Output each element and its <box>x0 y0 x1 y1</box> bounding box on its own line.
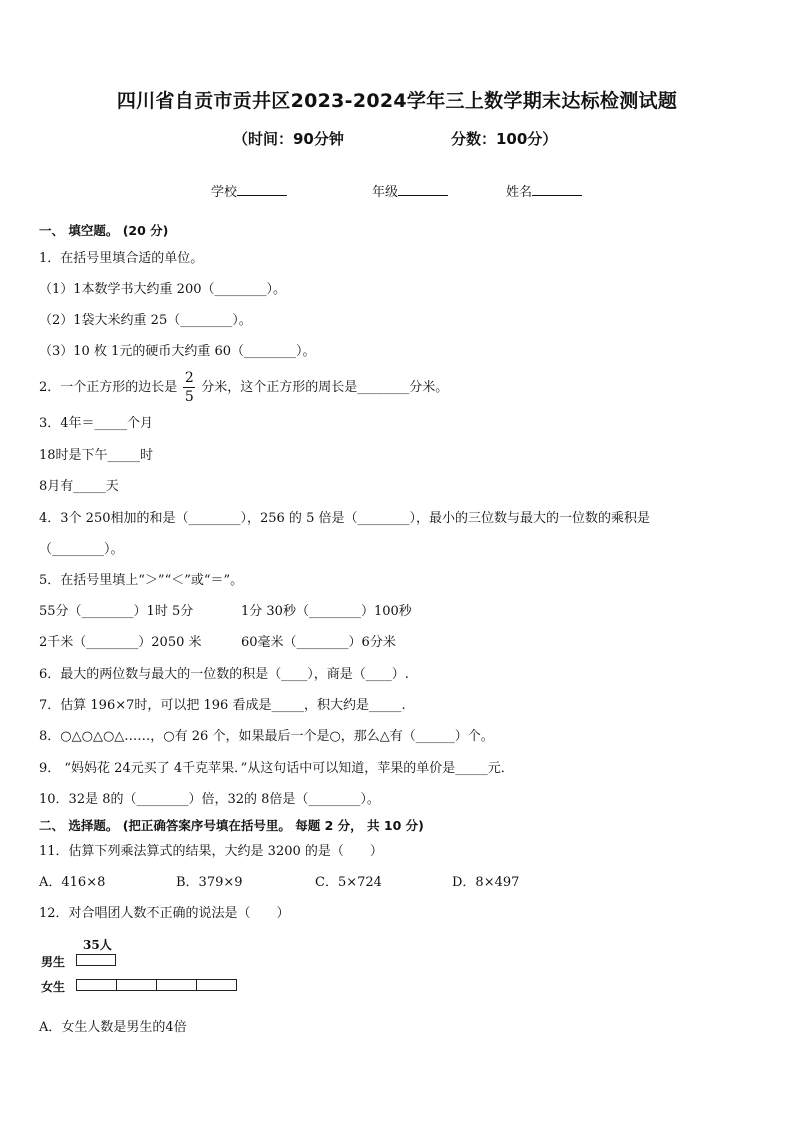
question-2: 2．一个正方形的边长是 $\frac{2}{5}$ 分米，这个正方形的周长是________分米。 <box>39 370 449 405</box>
girl-label: 女生 <box>41 980 66 994</box>
question-4-cont: （________）。 <box>39 542 124 557</box>
section-fill-in-heading: 一、 填空题。 (20 分) <box>39 223 169 238</box>
time-info: （时间：90分钟 <box>233 130 344 148</box>
name-field[interactable]: 姓名 <box>506 181 582 200</box>
girl-bar-segment <box>116 979 157 991</box>
grade-field[interactable]: 年级 <box>372 181 448 200</box>
question-1-1: （1）1本数学书大约重 200（________）。 <box>39 282 286 297</box>
question-12-option-a: A．女生人数是男生的4倍 <box>39 1020 187 1035</box>
girl-bar-segment <box>196 979 237 991</box>
option-a: A．416×8 <box>39 875 106 890</box>
boy-label: 男生 <box>41 955 66 969</box>
question-1-2: （2）1袋大米约重 25（________）。 <box>39 313 252 328</box>
choir-bar-diagram <box>39 936 259 996</box>
question-1: 1．在括号里填合适的单位。 <box>39 251 204 266</box>
question-3c: 8月有_____天 <box>39 479 119 494</box>
option-b: B．379×9 <box>176 875 243 890</box>
question-3a: 3．4年＝_____个月 <box>39 416 154 431</box>
option-d: D．8×497 <box>452 875 520 890</box>
school-field[interactable]: 学校 <box>211 181 287 200</box>
question-10: 10．32是 8的（________）倍，32的 8倍是（________）。 <box>39 792 380 807</box>
girl-bar-segment <box>76 979 117 991</box>
question-5-row1: 55分（________）1时 5分 1分 30秒（________）100秒 <box>39 604 412 619</box>
question-12: 12．对合唱团人数不正确的说法是（ ） <box>39 906 290 921</box>
score-info: 分数：100分） <box>451 130 558 148</box>
question-7: 7．估算 196×7时，可以把 196 看成是_____，积大约是_____. <box>39 698 406 713</box>
question-6: 6．最大的两位数与最大的一位数的积是（____），商是（____）. <box>39 667 409 682</box>
question-4: 4．3个 250相加的和是（________），256 的 5 倍是（________），最小的三位数与最大的一位数的乘积是 <box>39 511 650 526</box>
count-label: 35人 <box>83 938 112 952</box>
question-9: 9． “妈妈花 24元买了 4千克苹果．”从这句话中可以知道，苹果的单价是_____元． <box>39 761 514 776</box>
question-11: 11．估算下列乘法算式的结果，大约是 3200 的是（ ） <box>39 844 383 859</box>
section-choice-heading: 二、 选择题。 (把正确答案序号填在括号里。 每题 2 分， 共 10 分) <box>39 818 424 833</box>
page-title: 四川省自贡市贡井区2023-2024学年三上数学期末达标检测试题 <box>116 90 678 112</box>
question-3b: 18时是下午_____时 <box>39 448 154 463</box>
question-1-3: （3）10 枚 1元的硬币大约重 60（________）。 <box>39 344 316 359</box>
boy-bar <box>76 954 116 966</box>
question-11-options <box>39 874 520 892</box>
question-5: 5．在括号里填上“＞”“＜”或“＝”。 <box>39 573 244 588</box>
question-8: 8．○△○△○△……，○有 26 个，如果最后一个是○，那么△有（______）个。 <box>39 729 494 744</box>
girl-bar-segment <box>156 979 197 991</box>
option-c: C．5×724 <box>315 875 382 890</box>
question-5-row2: 2千米（________）2050 米 60毫米（________）6分米 <box>39 635 396 650</box>
fraction: $\frac{2}{5}$ <box>184 370 194 405</box>
